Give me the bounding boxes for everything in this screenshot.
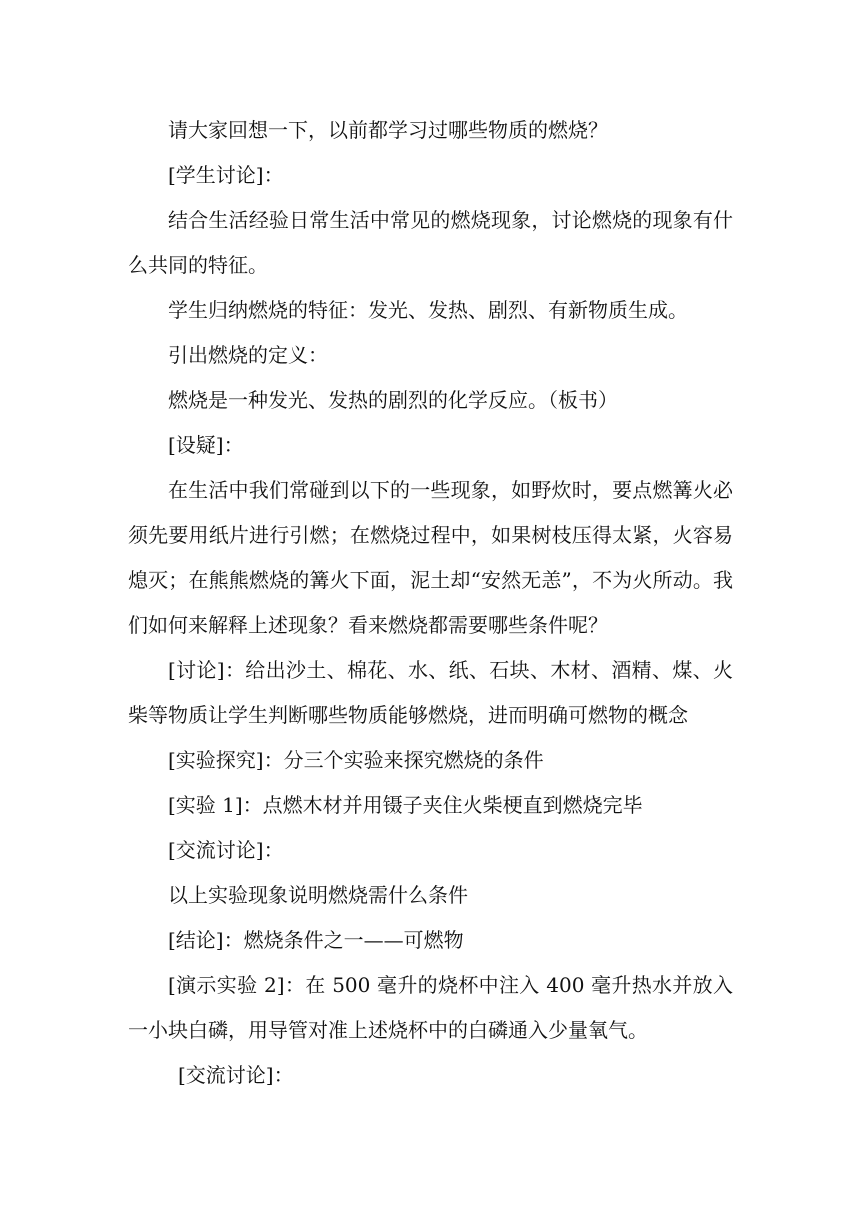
paragraph-student-discussion-label: [学生讨论]： [168,163,284,187]
paragraph-experiment-1: [实验 1]：点燃木材并用镊子夹住火柴梗直到燃烧完毕 [168,793,643,817]
paragraph-life-phenomena: 在生活中我们常碰到以下的一些现象，如野炊时，要点燃篝火必须先要用纸片进行引燃；在燃烧过程中，如果树枝压得太紧，火容易熄灭；在熊熊燃烧的篝火下面，泥土却“安然无恙”，不为火所动。我们如何来解释上述现象？看来燃烧都需要哪些条件呢？ [128,478,733,637]
paragraph-discussion-prompt: 结合生活经验日常生活中常见的燃烧现象，讨论燃烧的现象有什么共同的特征。 [128,208,733,277]
paragraph-experiment-inquiry: [实验探究]：分三个实验来探究燃烧的条件 [168,748,544,772]
paragraph-definition: 燃烧是一种发光、发热的剧烈的化学反应。（板书） [168,388,618,412]
paragraph-conclusion: [结论]：燃烧条件之一——可燃物 [168,928,464,952]
paragraph-combustion-features: 学生归纳燃烧的特征：发光、发热、剧烈、有新物质生成。 [168,298,688,322]
paragraph-question-label: [设疑]： [168,433,244,457]
paragraph-exchange-discussion-2: [交流讨论]： [178,1063,294,1087]
document-body [128,108,733,1098]
paragraph-demo-experiment-2: [演示实验 2]：在 500 毫升的烧杯中注入 400 毫升热水并放入一小块白磷，用导管对准上述烧杯中的白磷通入少量氧气。 [128,973,733,1042]
paragraph-discussion-materials: [讨论]：给出沙土、棉花、水、纸、石块、木材、酒精、煤、火柴等物质让学生判断哪些物质能够燃烧，进而明确可燃物的概念 [128,658,733,727]
paragraph-condition-question: 以上实验现象说明燃烧需什么条件 [168,883,468,907]
paragraph-exchange-discussion-1: [交流讨论]： [168,838,284,862]
paragraph-question: 请大家回想一下，以前都学习过哪些物质的燃烧？ [168,118,608,142]
paragraph-definition-intro: 引出燃烧的定义： [168,343,328,367]
